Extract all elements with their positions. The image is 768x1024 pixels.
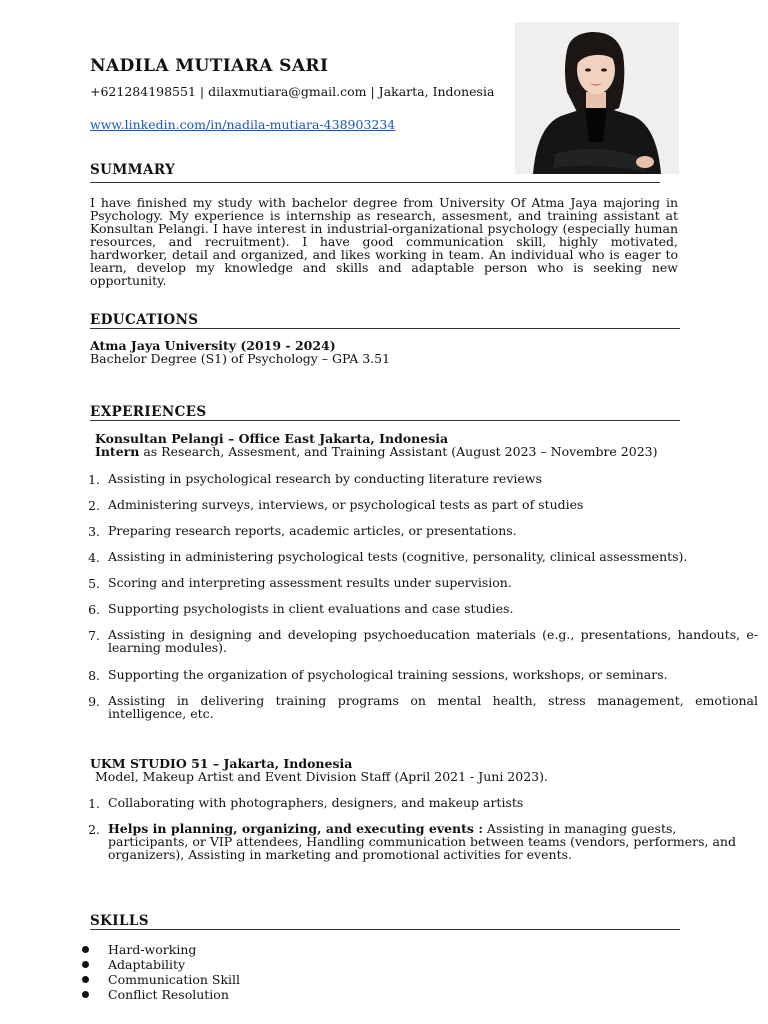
job2-item-number: 2. <box>88 822 100 837</box>
job1-item-number: 4. <box>88 550 100 565</box>
job1-item: Scoring and interpreting assessment results under supervision. <box>108 575 512 590</box>
linkedin-link[interactable]: www.linkedin.com/in/nadila-mutiara-438903234 <box>90 117 396 132</box>
job1-item-number: 3. <box>88 524 100 539</box>
job1-item-number: 1. <box>88 472 100 487</box>
job1-item: Assisting in administering psychological tests (cognitive, personality, clinical assessments). <box>108 549 688 564</box>
job1-item-number: 6. <box>88 602 100 617</box>
job1-item: Supporting the organization of psychological training sessions, workshops, or seminars. <box>108 667 668 682</box>
job2-role: Model, Makeup Artist and Event Division Staff (April 2021 - Juni 2023). <box>95 769 548 784</box>
education-degree: Bachelor Degree (S1) of Psychology – GPA 3.51 <box>90 351 391 366</box>
job1-item-number: 5. <box>88 576 100 591</box>
experience-heading: EXPERIENCES <box>90 404 207 420</box>
summary-text: I have finished my study with bachelor degree from University Of Atma Jaya majoring in Psychology. My experience is internship as research, assesment, and training assistant at Konsultan Pelangi. I have interest in industrial-organizational psychology (especially human resources, and recruitment). I have good communication skill, highly motivated, hardworker, detail and organized, and likes working in team. An individual who is eager to learn, develop my knowledge and skills and adaptable person who is seeking new opportunity. <box>90 195 678 288</box>
bullet-icon <box>80 988 90 998</box>
bullet-icon <box>80 943 90 953</box>
job1-item-number: 8. <box>88 668 100 683</box>
job1-item: Assisting in designing and developing psychoeducation materials (e.g., presentations, handouts, e-learning modules). <box>108 627 758 655</box>
job1-item: Supporting psychologists in client evaluations and case studies. <box>108 601 514 616</box>
skill-item: Hard-working <box>108 942 197 957</box>
job1-item-number: 7. <box>88 628 100 643</box>
job1-item: Assisting in psychological research by conducting literature reviews <box>108 471 542 486</box>
experience-divider <box>90 420 680 421</box>
skills-divider <box>90 929 680 930</box>
education-heading: EDUCATIONS <box>90 312 199 328</box>
job1-item: Preparing research reports, academic articles, or presentations. <box>108 523 517 538</box>
summary-divider <box>90 182 660 183</box>
education-divider <box>90 328 680 329</box>
candidate-name: NADILA MUTIARA SARI <box>90 56 329 76</box>
job2-item-number: 1. <box>88 796 100 811</box>
profile-photo-figure <box>515 22 679 174</box>
contact-line: +621284198551 | dilaxmutiara@gmail.com | Jakarta, Indonesia <box>90 84 495 99</box>
job2-item-text: Assisting in managing guests, participants, or VIP attendees, Handling communication between teams (vendors, performers, and organizers), Assisting in marketing and promotional activities for events. <box>108 821 736 862</box>
job1-role-title: Intern <box>95 444 140 459</box>
job2-item-bold: Helps in planning, organizing, and executing events : <box>108 821 483 836</box>
profile-photo <box>515 22 679 174</box>
job1-role <box>95 445 658 459</box>
job2-item: Collaborating with photographers, designers, and makeup artists <box>108 795 524 810</box>
job1-item-number: 2. <box>88 498 100 513</box>
bullet-icon <box>80 958 90 968</box>
skills-heading: SKILLS <box>90 913 149 929</box>
job1-role-detail: as Research, Assesment, and Training Assistant (August 2023 – Novembre 2023) <box>139 444 658 459</box>
job1-item: Administering surveys, interviews, or psychological tests as part of studies <box>108 497 584 512</box>
job2-item <box>108 822 758 861</box>
skill-item: Conflict Resolution <box>108 987 229 1002</box>
summary-heading: SUMMARY <box>90 162 176 178</box>
job1-item-number: 9. <box>88 694 100 709</box>
skill-item: Adaptability <box>108 957 186 972</box>
job2-company: UKM STUDIO 51 – Jakarta, Indonesia <box>90 756 353 771</box>
bullet-icon <box>80 973 90 983</box>
education-school: Atma Jaya University (2019 - 2024) <box>90 338 336 353</box>
skill-item: Communication Skill <box>108 972 241 987</box>
job1-item: Assisting in delivering training programs on mental health, stress management, emotional intelligence, etc. <box>108 693 758 721</box>
job1-company: Konsultan Pelangi – Office East Jakarta, Indonesia <box>95 431 449 446</box>
